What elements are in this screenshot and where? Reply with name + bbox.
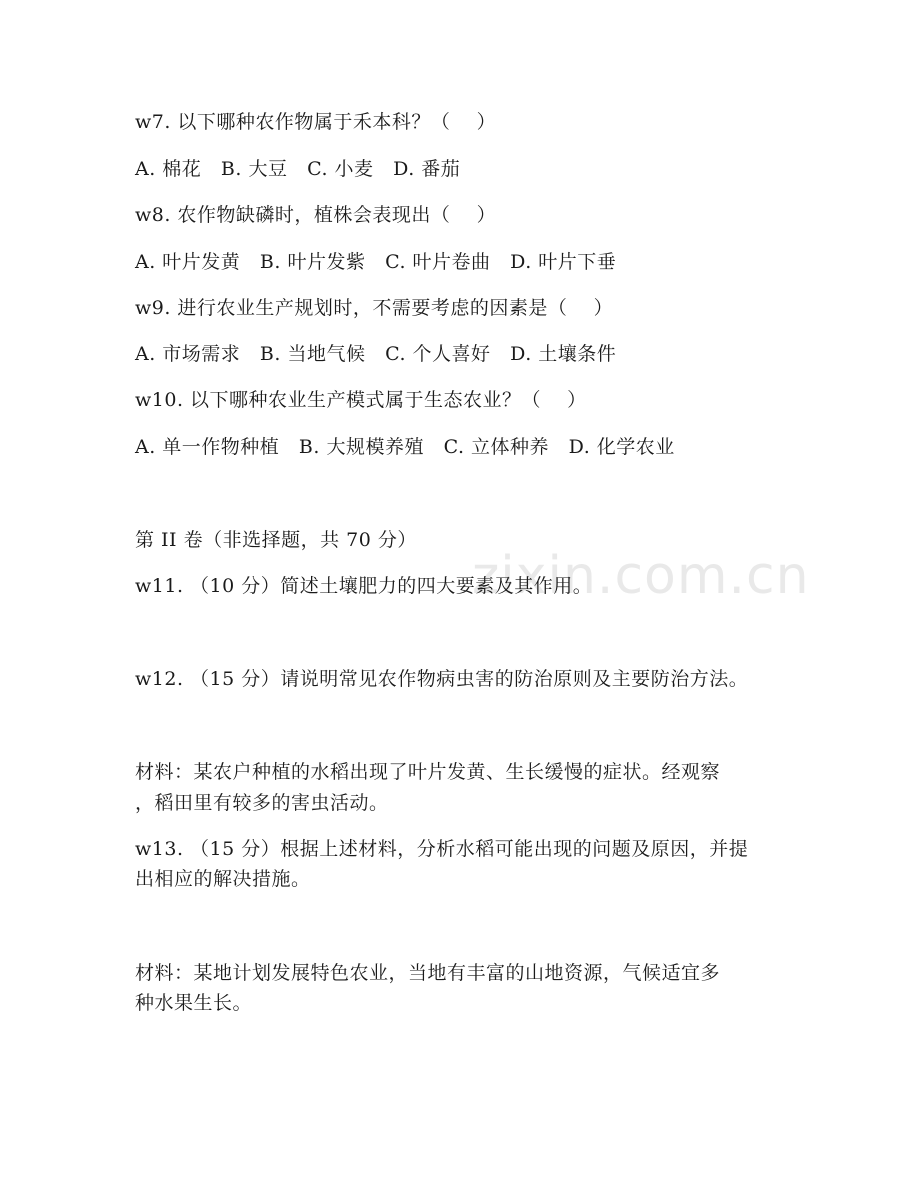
- question-8: w8. 农作物缺磷时，植株会表现出（ ）: [135, 204, 497, 226]
- question-8-options: A. 叶片发黄 B. 叶片发紫 C. 叶片卷曲 D. 叶片下垂: [135, 251, 617, 273]
- question-9: w9. 进行农业生产规划时，不需要考虑的因素是（ ）: [135, 297, 614, 319]
- question-13-line-2: 出相应的解决措施。: [135, 868, 311, 890]
- question-7-options: A. 棉花 B. 大豆 C. 小麦 D. 番茄: [135, 158, 461, 180]
- question-13-line-1: w13. （15 分）根据上述材料，分析水稻可能出现的问题及原因，并提: [135, 838, 749, 860]
- question-10-options: A. 单一作物种植 B. 大规模养殖 C. 立体种养 D. 化学农业: [135, 436, 675, 458]
- material-2-line-2: 种水果生长。: [135, 992, 253, 1014]
- material-1-line-1: 材料：某农户种植的水稻出现了叶片发黄、生长缓慢的症状。经观察: [135, 761, 721, 783]
- material-2-line-1: 材料：某地计划发展特色农业，当地有丰富的山地资源，气候适宜多: [135, 962, 721, 984]
- question-9-options: A. 市场需求 B. 当地气候 C. 个人喜好 D. 土壤条件: [135, 343, 617, 365]
- question-7: w7. 以下哪种农作物属于禾本科？（ ）: [135, 111, 497, 133]
- material-1-line-2: ，稻田里有较多的害虫活动。: [135, 792, 389, 814]
- question-10: w10. 以下哪种农业生产模式属于生态农业？（ ）: [135, 389, 587, 411]
- watermark: zixin.com.cn: [472, 546, 810, 606]
- question-11: w11. （10 分）简述土壤肥力的四大要素及其作用。: [135, 575, 593, 597]
- question-12: w12. （15 分）请说明常见农作物病虫害的防治原则及主要防治方法。: [135, 668, 749, 690]
- section-heading: 第 II 卷（非选择题，共 70 分）: [135, 529, 417, 551]
